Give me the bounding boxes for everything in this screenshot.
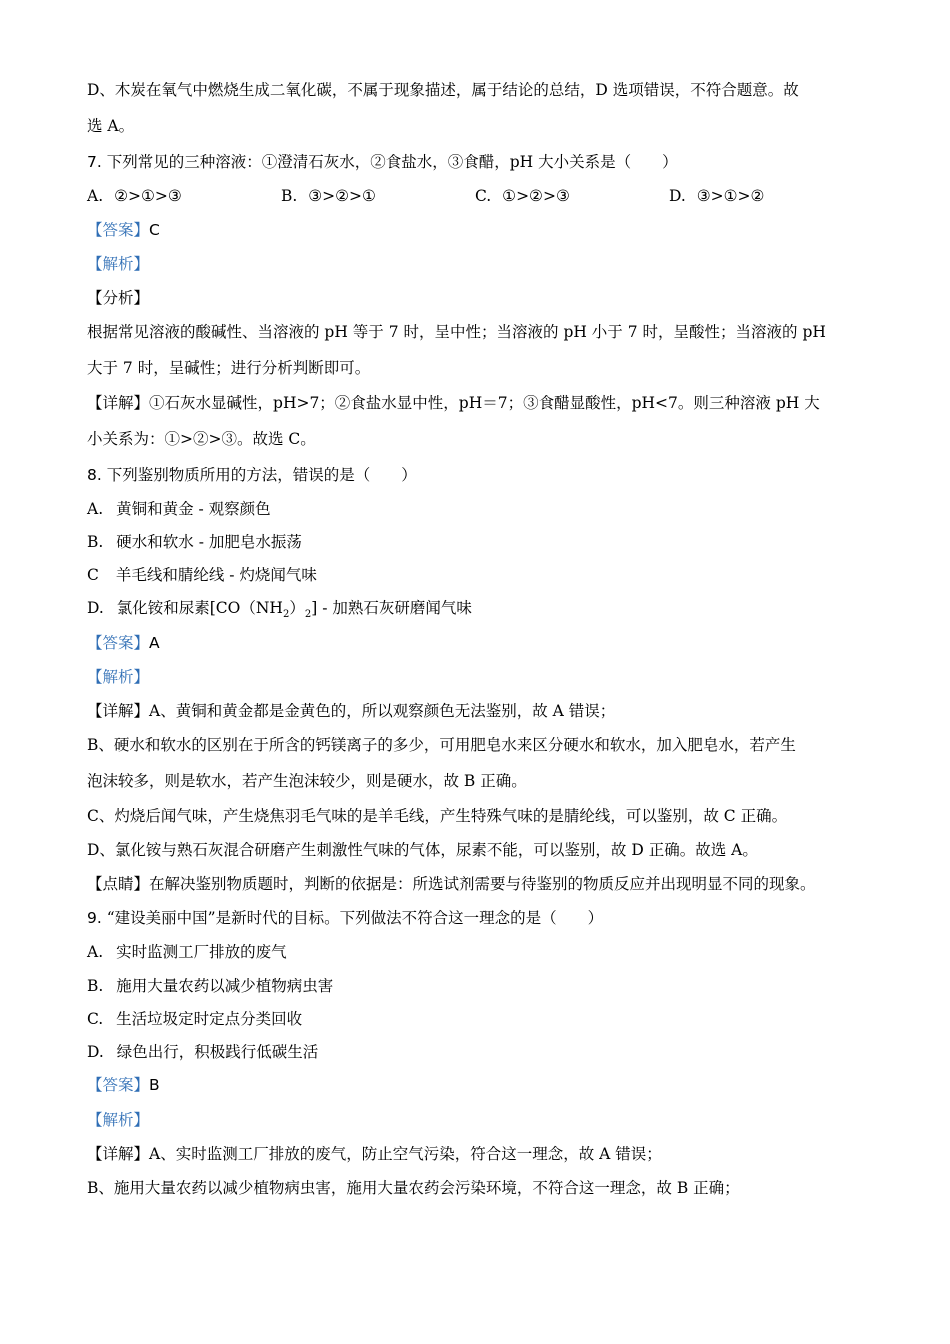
option-text: 实时监测工厂排放的废气 (116, 943, 287, 961)
q9-number: 9. (87, 909, 102, 927)
q9-option-d (87, 1045, 318, 1061)
option-label: C (87, 566, 99, 584)
q7-stem: 下列常见的三种溶液：①澄清石灰水，②食盐水，③食醋，pH 大小关系是（ ） (106, 153, 678, 171)
option-text: ②>①>③ (114, 187, 182, 205)
q9-stem: “建设美丽中国”是新时代的目标。下列做法不符合这一理念的是（ ） (106, 909, 604, 927)
q7-fenxi-tag: 【分析】 (87, 289, 150, 307)
answer-tag: 【答案】 (87, 1076, 150, 1094)
q8-option-b (87, 535, 302, 551)
answer-value: C (149, 221, 160, 239)
q7-answer (87, 223, 160, 239)
option-text: 黄铜和黄金 - 观察颜色 (116, 500, 271, 518)
option-label: B. (281, 187, 298, 205)
answer-value: B (149, 1076, 160, 1094)
q8-detail-c: C、灼烧后闻气味，产生烧焦羽毛气味的是羊毛线，产生特殊气味的是腈纶线，可以鉴别，故 C 正确。 (87, 807, 788, 825)
option-label: C. (87, 1010, 104, 1028)
answer-value: A (149, 634, 160, 652)
q9-question (87, 911, 603, 927)
q7-fenxi-line-2: 大于 7 时，呈碱性；进行分析判断即可。 (87, 359, 371, 377)
option-text: 硬水和软水 - 加肥皂水振荡 (116, 533, 302, 551)
option-text: 羊毛线和腈纶线 - 灼烧闻气味 (115, 566, 317, 584)
option-text: ③>②>① (308, 187, 376, 205)
detail-tag: 【详解】 (87, 394, 150, 412)
q9-analysis-tag: 【解析】 (87, 1111, 150, 1129)
detail-text: A、实时监测工厂排放的废气，防止空气污染，符合这一理念，故 A 错误； (149, 1145, 662, 1163)
option-label: A. (87, 187, 104, 205)
q8-detail-b-line-1: B、硬水和软水的区别在于所含的钙镁离子的多少，可用肥皂水来区分硬水和软水，加入肥皂水，若产生 (87, 736, 796, 754)
option-text: ①>②>③ (502, 187, 570, 205)
q8-stem: 下列鉴别物质所用的方法，错误的是（ ） (106, 466, 417, 484)
q8-number: 8. (87, 466, 102, 484)
q9-detail-b: B、施用大量农药以减少植物病虫害，施用大量农药会污染环境，不符合这一理念，故 B 正确； (87, 1179, 740, 1197)
option-text: 生活垃圾定时定点分类回收 (116, 1010, 303, 1028)
option-text: 氯化铵和尿素$[CO(NH_2)_2]$ - 加熟石灰研磨闻气味 (116, 599, 472, 620)
q8-option-d (87, 599, 472, 620)
q7-fenxi-line-1: 根据常见溶液的酸碱性、当溶液的 pH 等于 7 时，呈中性；当溶液的 pH 小于 7 时，呈酸性；当溶液的 pH (87, 323, 826, 341)
option-label: B. (87, 533, 104, 551)
q8-answer (87, 636, 160, 652)
q7-option-d (669, 189, 764, 205)
detail-tag: 【详解】 (87, 702, 150, 720)
option-label: D. (87, 599, 104, 617)
q9-answer (87, 1078, 160, 1094)
comment-tag: 【点睛】 (87, 875, 150, 893)
q9-option-a (87, 945, 287, 961)
q8-option-c (87, 568, 317, 584)
detail-text: ①石灰水显碱性，pH>7；②食盐水显中性，pH＝7；③食醋显酸性，pH<7。则三种溶液 pH 大 (149, 394, 820, 412)
q7-question (87, 155, 678, 171)
option-label: D. (87, 1043, 104, 1061)
q8-analysis-tag: 【解析】 (87, 668, 150, 686)
option-text: ③>①>② (696, 187, 765, 205)
q9-option-c (87, 1012, 302, 1028)
q9-option-b (87, 979, 333, 995)
q7-option-c (475, 189, 570, 205)
q8-detail-d: D、氯化铵与熟石灰混合研磨产生刺激性气味的气体，尿素不能，可以鉴别，故 D 正确。故选 A。 (87, 841, 758, 859)
option-text: 施用大量农药以减少植物病虫害 (116, 977, 334, 995)
comment-text: 在解决鉴别物质题时，判断的依据是：所选试剂需要与待鉴别的物质反应并出现明显不同的现象。 (149, 875, 816, 893)
q6-conclusion: 选 A。 (87, 117, 135, 135)
q9-detail-a (87, 1147, 662, 1163)
q7-number: 7. (87, 153, 102, 171)
q7-analysis-tag: 【解析】 (87, 255, 150, 273)
detail-tag: 【详解】 (87, 1145, 150, 1163)
option-label: A. (87, 500, 104, 518)
q8-option-a (87, 502, 271, 518)
q8-detail-a (87, 704, 615, 720)
q7-option-a (87, 189, 182, 205)
q8-detail-b-line-2: 泡沫较多，则是软水，若产生泡沫较少，则是硬水，故 B 正确。 (87, 772, 527, 790)
option-label: B. (87, 977, 104, 995)
answer-tag: 【答案】 (87, 634, 150, 652)
q7-option-b (281, 189, 376, 205)
q7-detail-line-1 (87, 396, 820, 412)
option-label: D. (669, 187, 686, 205)
option-label: A. (87, 943, 104, 961)
q7-detail-line-2: 小关系为：①>②>③。故选 C。 (87, 430, 316, 448)
detail-text: A、黄铜和黄金都是金黄色的，所以观察颜色无法鉴别，故 A 错误； (149, 702, 616, 720)
q8-comment (87, 877, 816, 893)
q8-question (87, 468, 417, 484)
option-label: C. (475, 187, 492, 205)
option-text: 绿色出行，积极践行低碳生活 (116, 1043, 319, 1061)
answer-tag: 【答案】 (87, 221, 150, 239)
q6-option-d-explanation: D、木炭在氧气中燃烧生成二氧化碳，不属于现象描述，属于结论的总结，D 选项错误，不符合题意。故 (87, 81, 799, 99)
